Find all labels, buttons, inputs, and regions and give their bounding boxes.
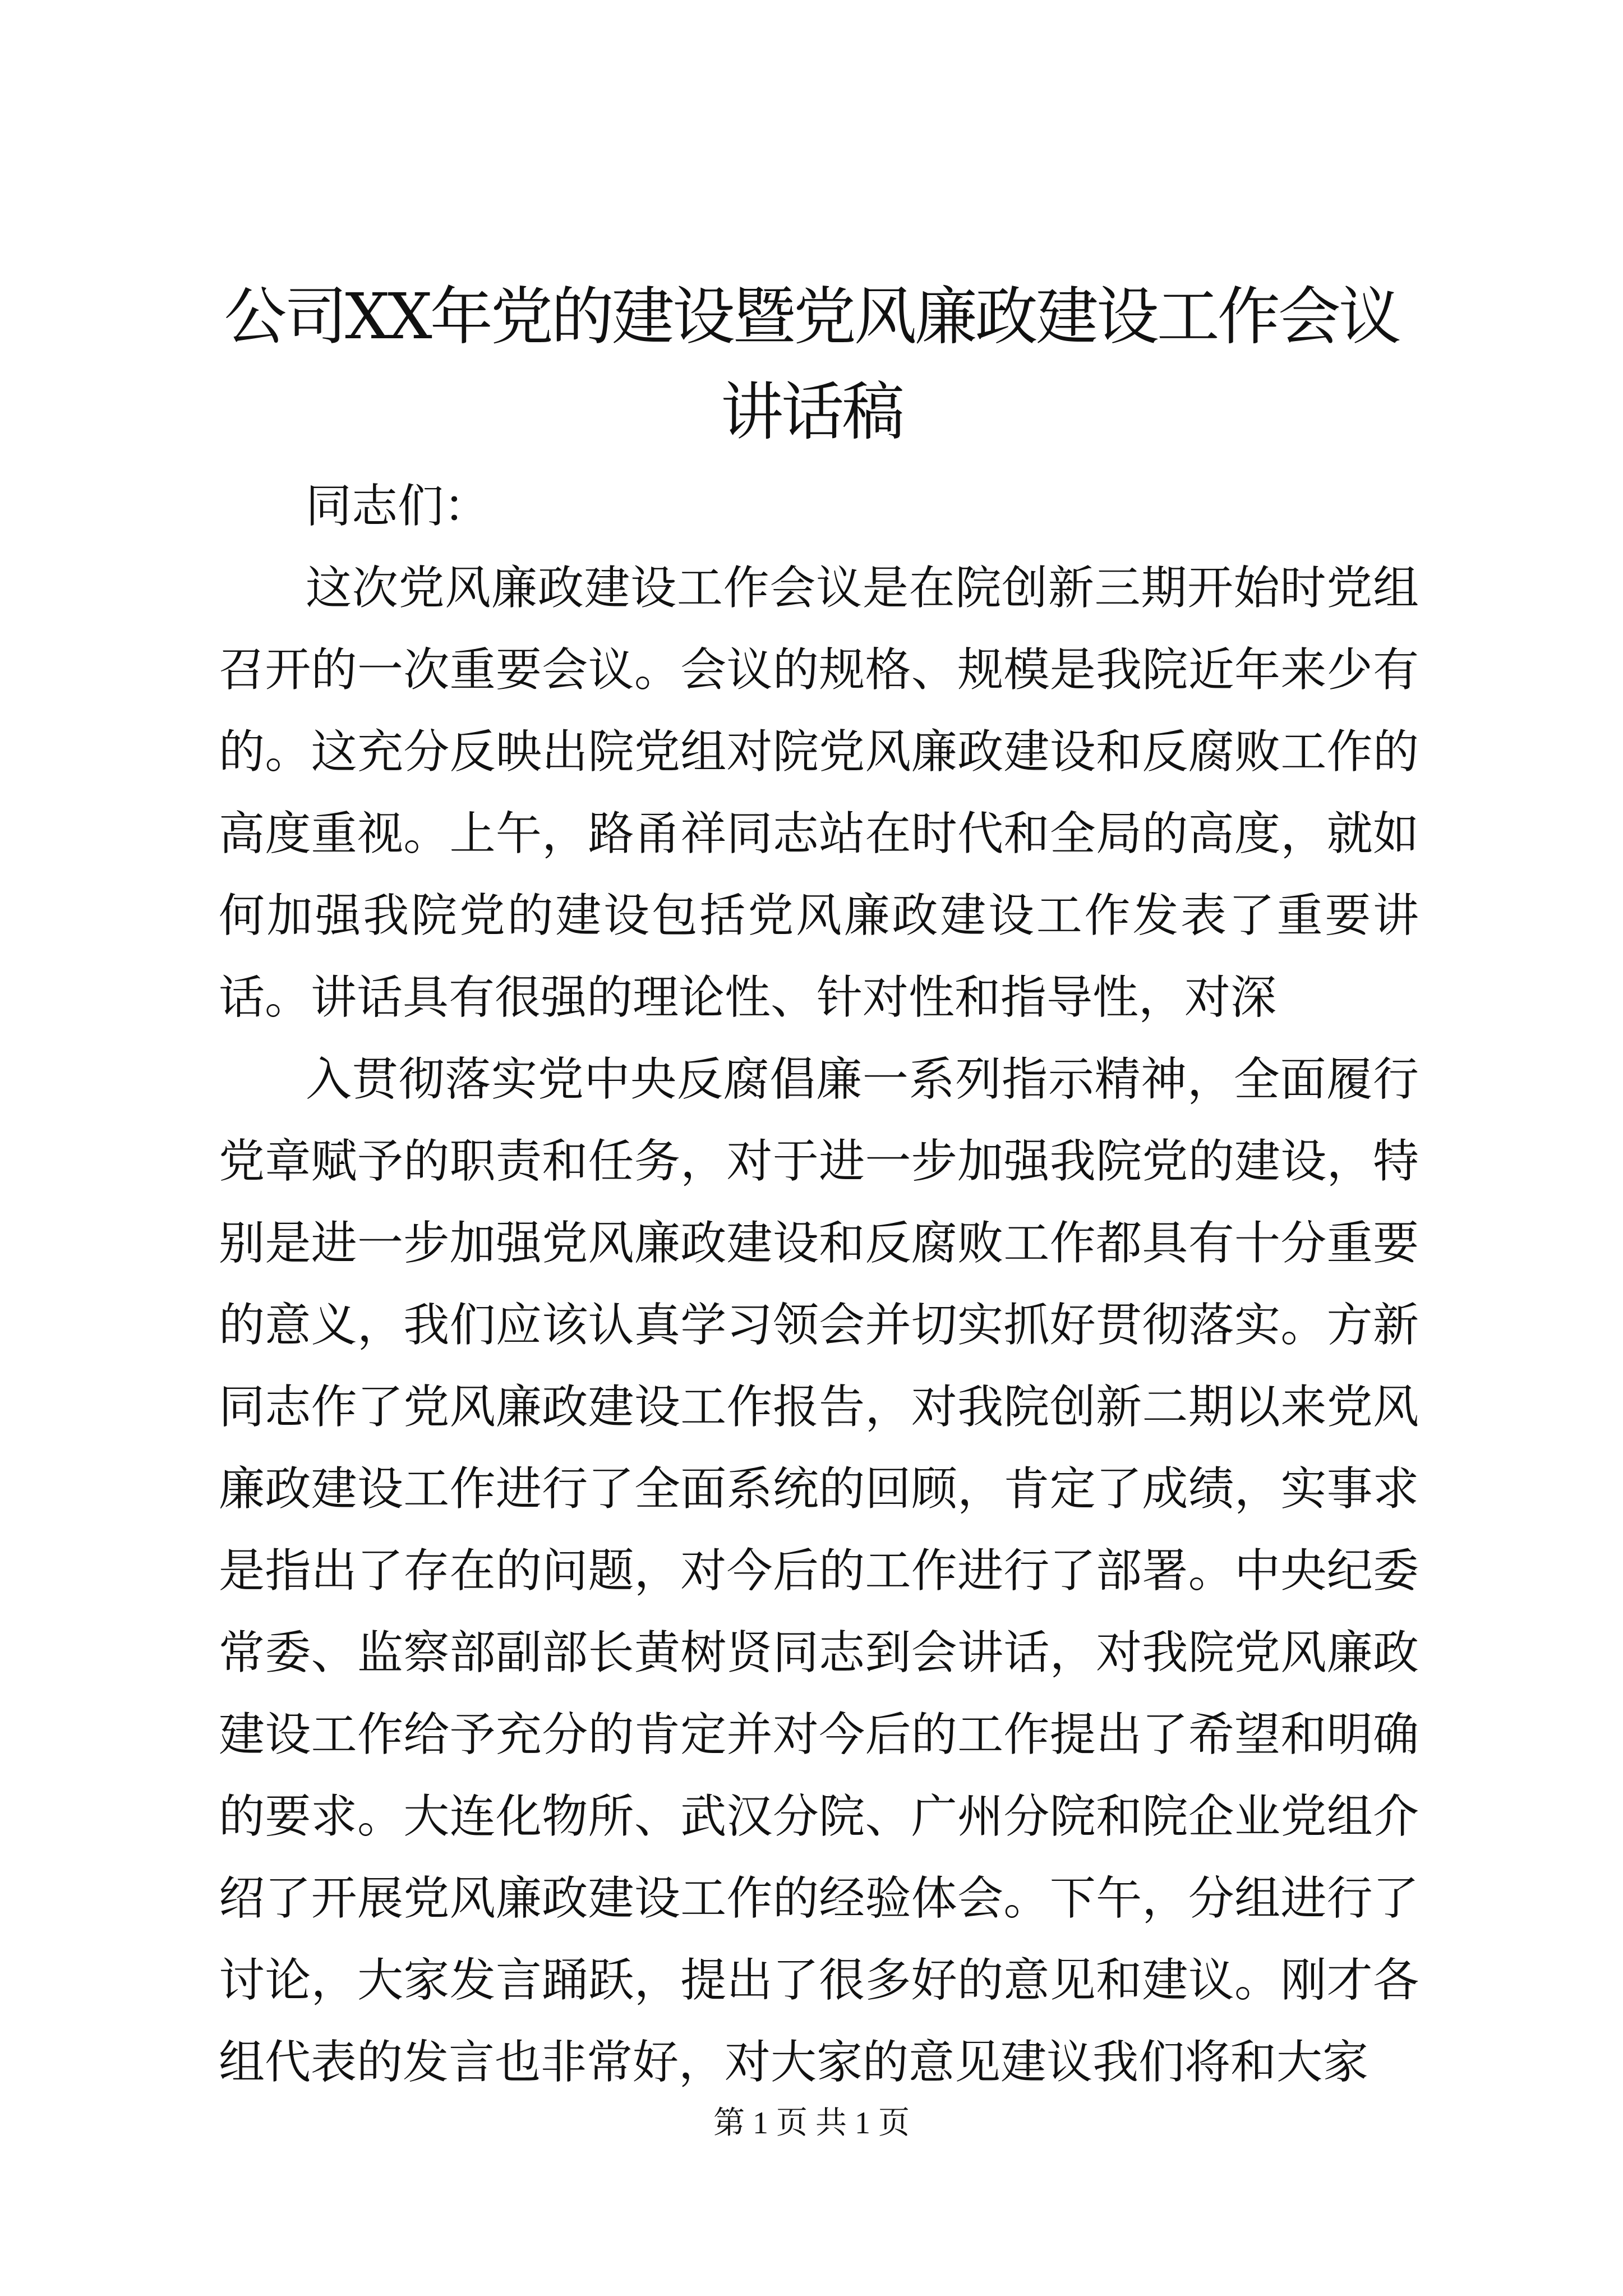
greeting: 同志们： — [306, 480, 490, 533]
title-line-2: 讲话稿 — [721, 376, 902, 449]
document-title — [213, 269, 1410, 460]
paragraph-2: 入贯彻落实党中央反腐倡廉一系列指示精神，全面履行党章赋予的职责和任务，对于进一步加强我院党的建设，特别是进一步加强党风廉政建设和反腐败工作都具有十分重要的意义，我们应该认真学习领会并切实抓好贯彻落实。方新同志作了党风廉政建设工作报告，对我院创新二期以来党风廉政建设工作进行了全面系统的回顾，肯定了成绩，实事求是指出了存在的问题，对今后的工作进行了部署。中央纪委常委、监察部副部长黄树贤同志到会讲话，对我院党风廉政建设工作给予充分的肯定并对今后的工作提出了希望和明确的要求。大连化物所、武汉分院、广州分院和院企业党组介绍了开展党风廉政建设工作的经验体会。下午，分组进行了讨论，大家发言踊跃，提出了很多好的意见和建议。刚才各组代表的发言也非常好，对大家的意见建议我们将和大家 — [219, 1053, 1419, 2089]
page-footer: 第 1 页 共 1 页 — [713, 2106, 910, 2141]
title-line-1: 公司XX年党的建设暨党风廉政建设工作会议 — [224, 280, 1399, 353]
paragraph-1: 这次党风廉政建设工作会议是在院创新三期开始时党组召开的一次重要会议。会议的规格、规模是我院近年来少有的。这充分反映出院党组对院党风廉政建设和反腐败工作的高度重视。上午，路甬祥同志站在时代和全局的高度，就如何加强我院党的建设包括党风廉政建设工作发表了重要讲话。讲话具有很强的理论性、针对性和指导性，对深 — [219, 562, 1419, 1024]
document-body — [219, 466, 1419, 2104]
